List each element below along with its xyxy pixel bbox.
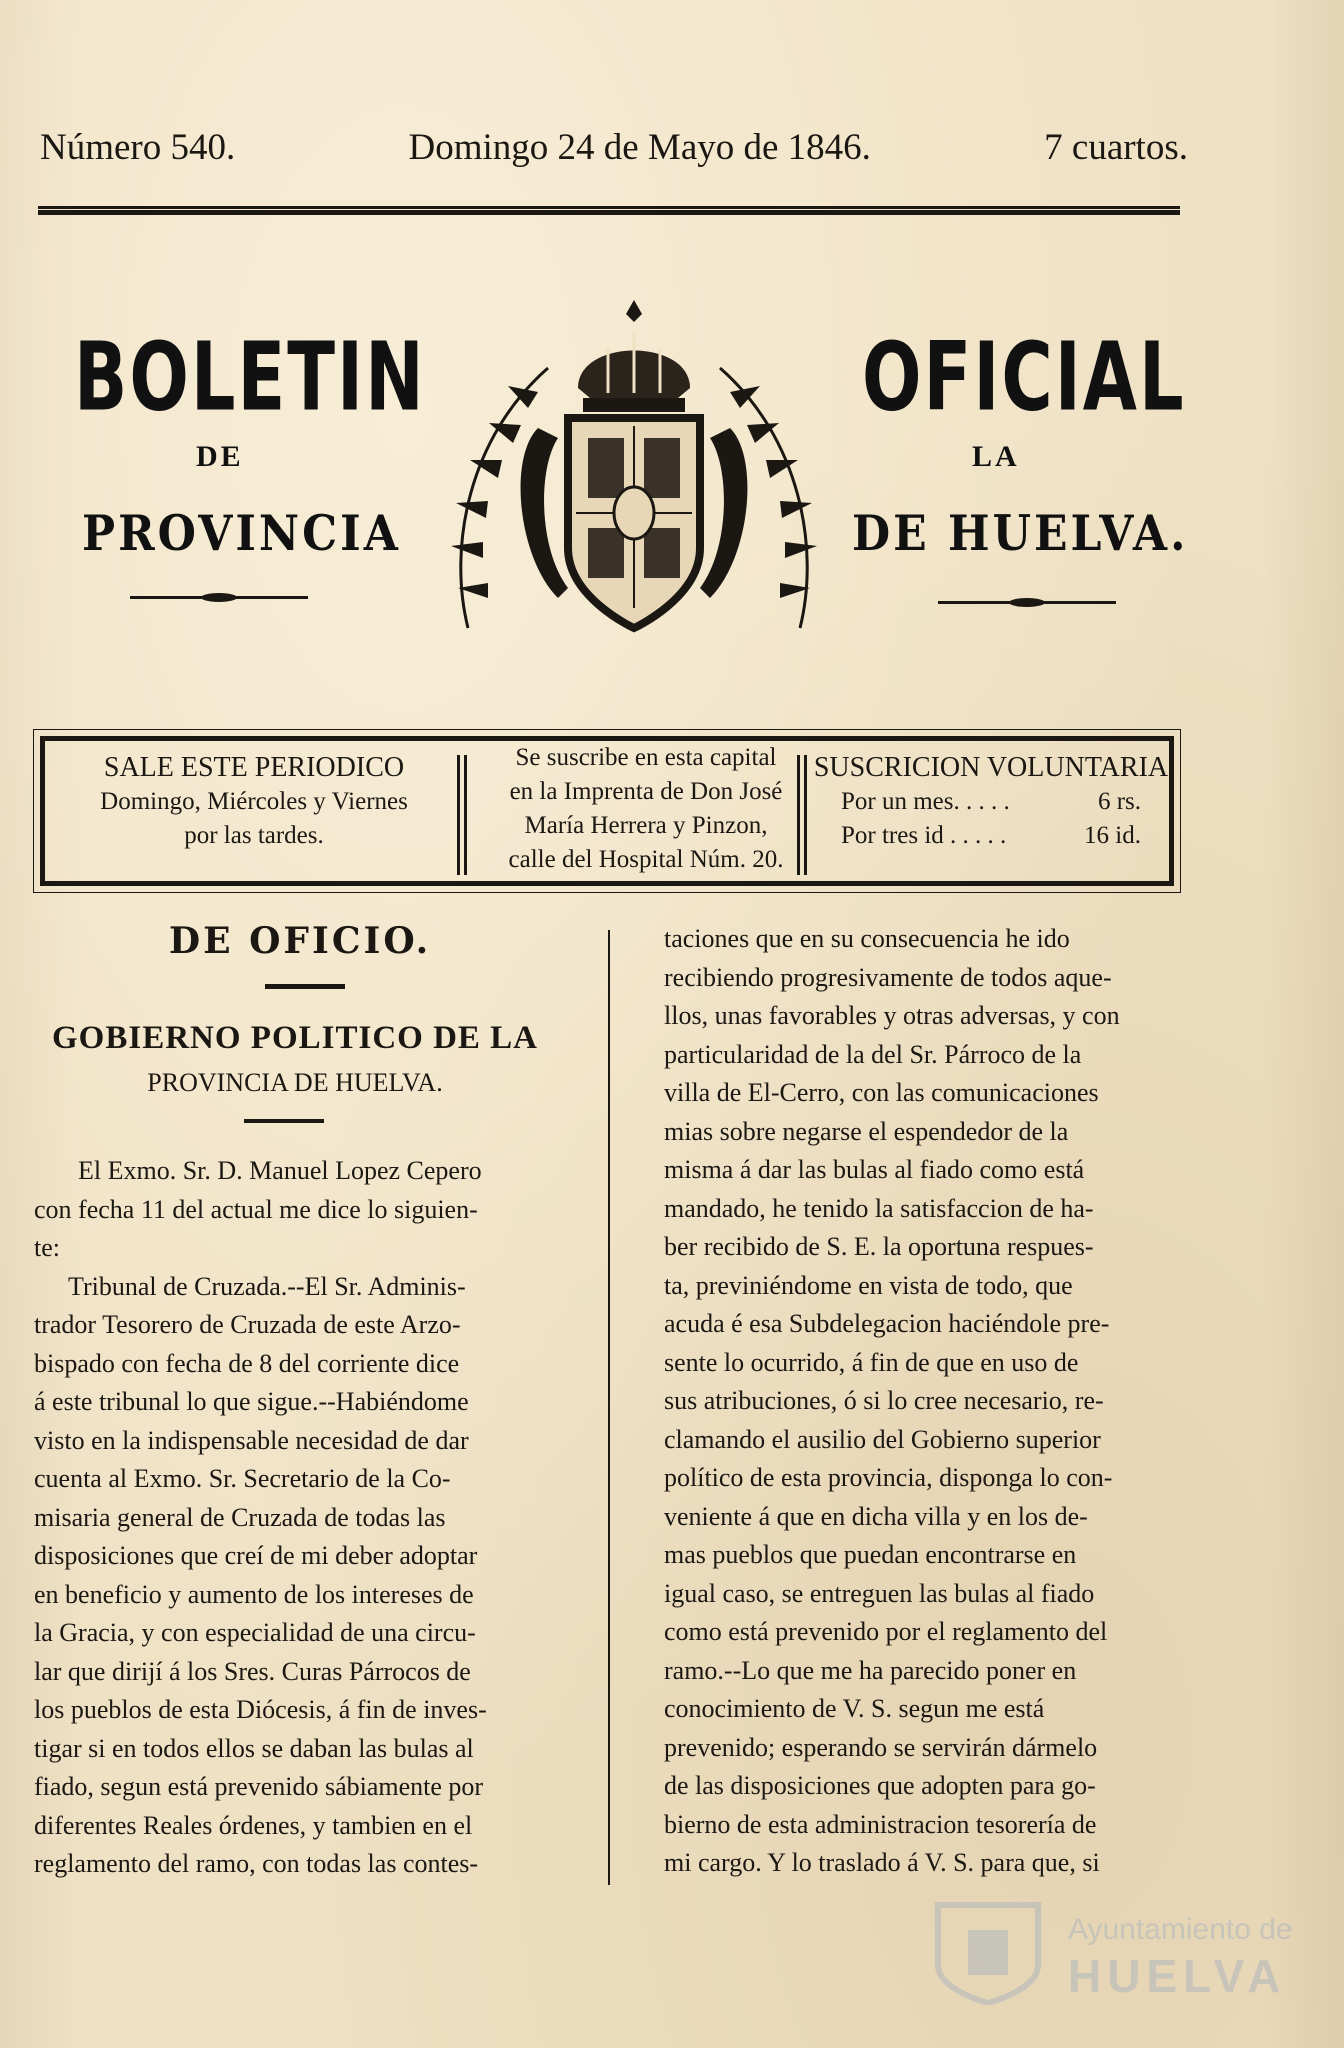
text-line: diferentes Reales órdenes, y tambien en el — [34, 1810, 473, 1840]
text-line: con fecha 11 del actual me dice lo siguien- — [34, 1194, 478, 1224]
price-value: 6 rs. — [1097, 788, 1141, 815]
ornament-left — [130, 596, 308, 599]
text-line: clamando el ausilio del Gobierno superior — [664, 1424, 1101, 1454]
right-column — [664, 920, 1182, 1883]
text-line: político de esta provincia, disponga lo con- — [664, 1463, 1113, 1492]
text-line: mi cargo. Y lo traslado á V. S. para que, si — [664, 1848, 1100, 1877]
issue-number: Número 540. — [40, 127, 236, 168]
text-line: ta, previniéndome en vista de todo, que — [664, 1270, 1073, 1300]
coat-of-arms-icon — [428, 298, 840, 648]
text-line: Tribunal de Cruzada.--El Sr. Adminis- — [68, 1271, 466, 1301]
section-title: DE OFICIO. — [168, 920, 432, 962]
text-line: acuda é esa Subdelegacion haciéndole pre- — [664, 1309, 1110, 1338]
info-subscription — [471, 741, 821, 877]
text-line: llos, unas favorables y otras adversas, y con — [664, 1001, 1120, 1030]
schedule-days: Domingo, Miércoles y Viernes — [100, 788, 408, 815]
schedule-heading: SALE ESTE PERIODICO — [103, 752, 405, 783]
text-line: conocimiento de V. S. segun me está — [664, 1694, 1045, 1723]
column-divider — [608, 930, 610, 1885]
issue-line — [40, 126, 1188, 169]
info-separator — [457, 755, 467, 875]
subscription-line: calle del Hospital Núm. 20. — [508, 846, 784, 873]
heading-rule — [244, 1119, 324, 1123]
text-line: lar que dirijí á los Sres. Curas Párrocos de — [34, 1656, 471, 1686]
text-line: reglamento del ramo, con todas las contes- — [34, 1849, 479, 1878]
text-line: fiado, segun está prevenido sábiamente por — [34, 1772, 484, 1801]
masthead-de: DE — [196, 440, 244, 473]
price-row — [841, 785, 1141, 819]
text-line: recibiendo progresivamente de todos aque- — [664, 962, 1112, 992]
text-line: El Exmo. Sr. D. Manuel Lopez Cepero — [78, 1156, 482, 1185]
info-prices — [811, 751, 1171, 853]
masthead-la: LA — [972, 440, 1020, 473]
info-separator — [797, 755, 807, 875]
subscription-line: en la Imprenta de Don José — [509, 778, 783, 805]
info-box — [40, 736, 1174, 886]
text-line: trador Tesorero de Cruzada de este Arzo- — [34, 1310, 461, 1339]
voluntary-subscription-heading: SUSCRICION VOLUNTARIA — [813, 752, 1169, 783]
masthead-provincia: PROVINCIA — [82, 506, 401, 563]
text-line: particularidad de la del Sr. Párroco de la — [664, 1039, 1082, 1069]
text-line: en beneficio y aumento de los intereses de — [34, 1579, 474, 1609]
text-line: misaria general de Cruzada de todas las — [34, 1502, 446, 1532]
masthead-boletin: BOLETIN — [74, 321, 426, 433]
text-line: mas pueblos que puedan encontrarse en — [664, 1540, 1077, 1569]
text-line: villa de El-Cerro, con las comunicaciones — [664, 1078, 1099, 1107]
info-schedule — [53, 751, 455, 853]
schedule-time: por las tardes. — [184, 822, 324, 849]
section-rule — [265, 984, 345, 989]
ornament-right — [938, 601, 1116, 604]
article-subheading: PROVINCIA DE HUELVA. — [147, 1068, 443, 1097]
text-line: sus atribuciones, ó si lo cree necesario, re- — [664, 1386, 1104, 1415]
text-line: mandado, he tenido la satisfaccion de ha- — [664, 1193, 1094, 1223]
text-line: sente lo ocurrido, á fin de que en uso de — [664, 1347, 1079, 1377]
text-line: taciones que en su consecuencia he ido — [664, 924, 1070, 953]
text-line: los pueblos de esta Diócesis, á fin de inves- — [34, 1695, 487, 1724]
text-line: á este tribunal lo que sigue.--Habiéndome — [34, 1387, 469, 1416]
archive-watermark — [928, 1895, 1293, 2005]
price-value: 16 id. — [1084, 822, 1141, 849]
watermark-line2: HUELVA — [1068, 1950, 1287, 2002]
header-rule — [38, 206, 1180, 215]
text-line: visto en la indispensable necesidad de dar — [34, 1425, 469, 1455]
subscription-line: Se suscribe en esta capital — [515, 744, 777, 771]
price-label: Por tres id . . . . . — [841, 822, 1007, 849]
text-line: ber recibido de S. E. la oportuna respues- — [664, 1232, 1094, 1261]
masthead-de-huelva: DE HUELVA. — [852, 506, 1189, 563]
watermark-line1: Ayuntamiento de — [1068, 1913, 1293, 1946]
text-line: igual caso, se entreguen las bulas al fiado — [664, 1578, 1095, 1608]
issue-price: 7 cuartos. — [1044, 127, 1188, 168]
text-line: ramo.--Lo que me ha parecido poner en — [664, 1655, 1077, 1685]
text-line: como está prevenido por el reglamento del — [664, 1617, 1108, 1646]
price-label: Por un mes. . . . . — [841, 788, 1010, 815]
text-line: mias sobre negarse el espendedor de la — [664, 1116, 1069, 1146]
text-line: disposiciones que creí de mi deber adoptar — [34, 1541, 478, 1570]
left-column — [34, 1152, 546, 1884]
text-line: veniente á que en dicha villa y en los de- — [664, 1501, 1088, 1531]
text-line: prevenido; esperando se servirán dármelo — [664, 1732, 1098, 1762]
issue-date: Domingo 24 de Mayo de 1846. — [408, 127, 871, 168]
text-line: bispado con fecha de 8 del corriente dice — [34, 1348, 460, 1378]
price-row — [841, 819, 1141, 853]
text-line: tigar si en todos ellos se daban las bulas al — [34, 1733, 474, 1763]
text-line: misma á dar las bulas al fiado como está — [664, 1155, 1085, 1184]
text-line: cuenta al Exmo. Sr. Secretario de la Co- — [34, 1464, 451, 1493]
text-line: la Gracia, y con especialidad de una circu- — [34, 1618, 476, 1647]
masthead-oficial: OFICIAL — [862, 321, 1186, 433]
article-heading: GOBIERNO POLITICO DE LA — [52, 1020, 538, 1056]
text-line: de las disposiciones que adopten para go- — [664, 1771, 1096, 1800]
text-line: bierno de esta administracion tesorería de — [664, 1809, 1097, 1839]
text-line: te: — [34, 1233, 60, 1262]
city-shield-icon — [928, 1895, 1048, 2005]
subscription-line: María Herrera y Pinzon, — [524, 812, 768, 839]
